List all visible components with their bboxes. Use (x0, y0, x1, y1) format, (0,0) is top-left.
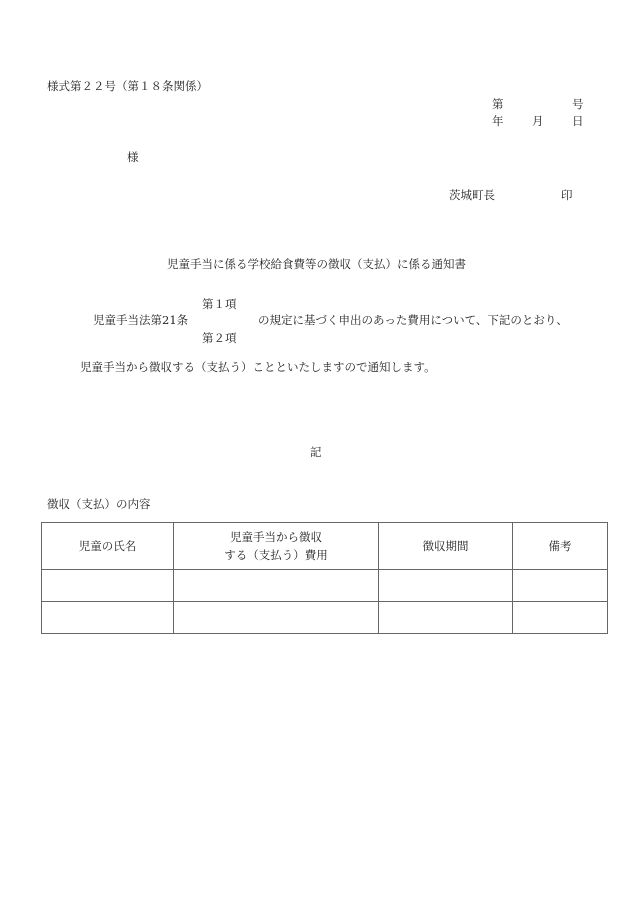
cell-remarks (513, 602, 608, 634)
header-remarks: 備考 (513, 523, 608, 570)
cell-collection-amount (174, 570, 379, 602)
header-collection-period: 徴収期間 (379, 523, 513, 570)
cell-collection-period (379, 602, 513, 634)
clause-1: 第１項 (202, 297, 237, 311)
date-day: 日 (572, 114, 584, 128)
header-collection-amount-line-2: する（支払う）費用 (224, 548, 328, 562)
date-year: 年 (492, 114, 504, 128)
law-reference: 児童手当法第21条 (93, 313, 189, 327)
table-row (42, 570, 608, 602)
addressee-honorific: 様 (127, 150, 139, 164)
body-line-1: の規定に基づく申出のあった費用について、下記のとおり、 (258, 313, 568, 327)
cell-child-name (42, 570, 174, 602)
form-number: 様式第２２号（第１８条関係） (47, 79, 208, 93)
cell-collection-period (379, 570, 513, 602)
clause-2: 第２項 (202, 331, 237, 345)
cell-child-name (42, 602, 174, 634)
table-header-row (42, 523, 608, 570)
collection-details-table (41, 522, 608, 634)
cell-collection-amount (174, 602, 379, 634)
date-month: 月 (532, 114, 544, 128)
reference-number-suffix: 号 (572, 97, 584, 111)
section-heading: 徴収（支払）の内容 (47, 497, 151, 511)
header-child-name: 児童の氏名 (42, 523, 174, 570)
header-collection-amount (174, 523, 379, 570)
table-row (42, 602, 608, 634)
sender-title: 茨城町長 (449, 188, 495, 202)
seal-mark: 印 (561, 188, 573, 202)
document-title: 児童手当に係る学校給食費等の徴収（支払）に係る通知書 (167, 257, 466, 271)
reference-number-prefix: 第 (492, 97, 504, 111)
body-line-2: 児童手当から徴収する（支払う）ことといたしますので通知します。 (80, 360, 436, 374)
cell-remarks (513, 570, 608, 602)
note-mark: 記 (310, 445, 322, 459)
header-collection-amount-line-1: 児童手当から徴収 (230, 530, 322, 544)
